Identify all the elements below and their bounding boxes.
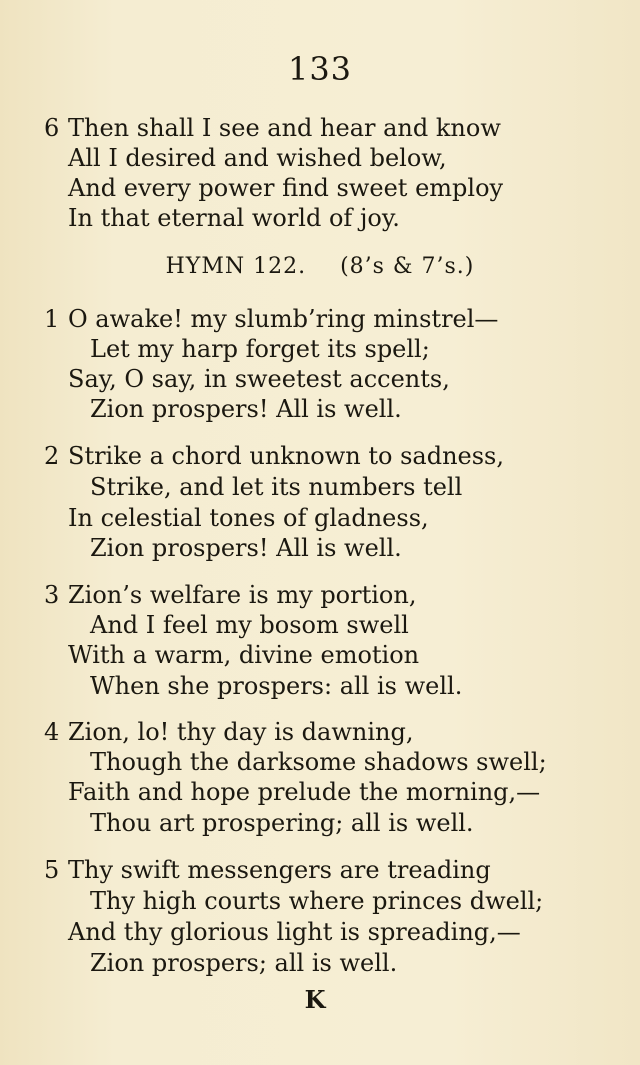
verse-line: And I feel my bosom swell xyxy=(90,611,409,639)
verse-line: And thy glorious light is spreading,— xyxy=(68,918,521,946)
hymn-meter: (8’s & 7’s.) xyxy=(340,254,475,279)
verse-line: Though the darksome shadows swell; xyxy=(90,748,547,776)
verse-line: In celestial tones of gladness, xyxy=(68,504,429,532)
verse-line: Say, O say, in sweetest accents, xyxy=(68,365,450,393)
verse-line: Faith and hope prelude the morning,— xyxy=(68,778,541,806)
stanza-number: 6 xyxy=(44,114,60,142)
verse-line: Zion prospers! All is well. xyxy=(90,534,402,562)
hymn-heading xyxy=(0,254,640,279)
stanza-number: 2 xyxy=(44,442,60,470)
page-number: 133 xyxy=(287,50,353,88)
verse-line: When she prospers: all is well. xyxy=(90,672,463,700)
verse-line: Thy swift messengers are treading xyxy=(68,856,491,884)
verse-line: Thy high courts where princes dwell; xyxy=(90,887,544,915)
hymn-title: HYMN 122. xyxy=(165,254,307,279)
signature-mark: K xyxy=(304,985,326,1014)
stanza-number: 1 xyxy=(44,305,60,333)
verse-line: Let my harp forget its spell; xyxy=(90,335,430,363)
verse-line: Zion’s welfare is my portion, xyxy=(68,581,417,609)
verse-line: Strike a chord unknown to sadness, xyxy=(68,442,504,470)
verse-line: Thou art prospering; all is well. xyxy=(90,809,474,837)
verse-line: Then shall I see and hear and know xyxy=(68,114,501,142)
verse-line: And every power find sweet employ xyxy=(68,174,504,202)
stanza-number: 3 xyxy=(44,581,60,609)
verse-line: Zion prospers! All is well. xyxy=(90,395,402,423)
verse-line: O awake! my slumb’ring minstrel— xyxy=(68,305,499,333)
verse-line: All I desired and wished below, xyxy=(68,144,447,172)
verse-line: Zion prospers; all is well. xyxy=(90,949,398,977)
verse-line: With a warm, divine emotion xyxy=(68,641,420,669)
verse-line: Strike, and let its numbers tell xyxy=(90,473,463,501)
verse-line: In that eternal world of joy. xyxy=(68,204,400,232)
stanza-number: 5 xyxy=(44,856,60,884)
stanza-number: 4 xyxy=(44,718,60,746)
verse-line: Zion, lo! thy day is dawning, xyxy=(68,718,414,746)
